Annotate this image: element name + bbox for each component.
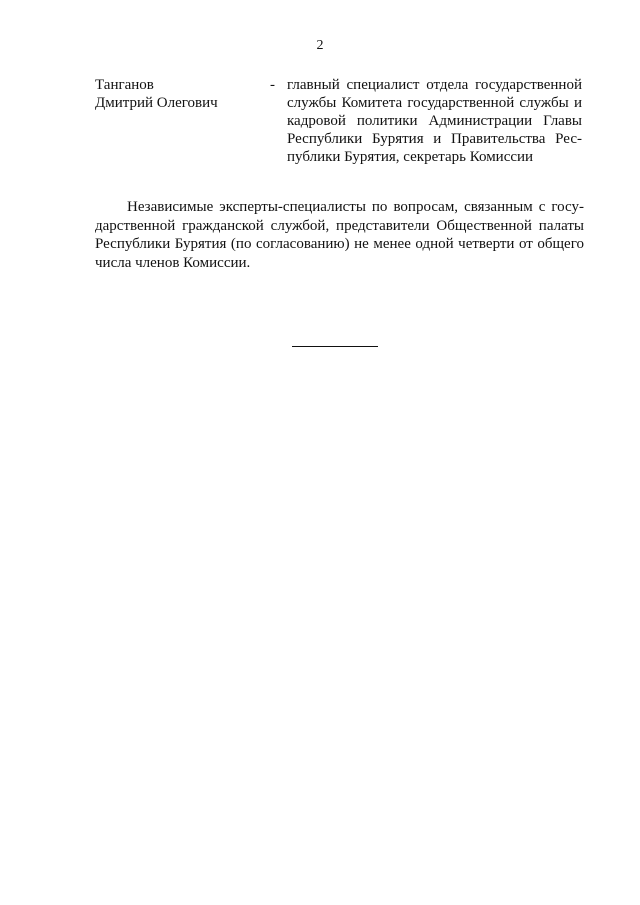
member-role-line: главный специалист отдела государственной — [287, 77, 582, 93]
independent-experts-paragraph — [95, 198, 584, 272]
member-role — [287, 76, 582, 166]
member-dash: - — [270, 77, 275, 93]
member-role-line: Республики Бурятия и Правительства Рес- — [287, 131, 582, 147]
page-number: 2 — [316, 38, 324, 53]
member-name — [95, 76, 265, 112]
end-of-document-rule — [292, 346, 378, 347]
paragraph-line: дарственной гражданской службой, представители Общественной палаты — [95, 217, 584, 234]
paragraph-line: числа членов Комиссии. — [95, 254, 251, 271]
member-surname: Танганов — [95, 77, 154, 93]
member-role-line: службы Комитета государственной службы и — [287, 95, 582, 111]
paragraph-line: Независимые эксперты-специалисты по вопросам, связанным с госу- — [127, 199, 584, 215]
paragraph-line: Республики Бурятия (по согласованию) не менее одной четверти от общего — [95, 236, 584, 252]
member-role-line: публики Бурятия, секретарь Комиссии — [287, 149, 534, 165]
member-given-names: Дмитрий Олегович — [95, 95, 218, 111]
member-role-line: кадровой политики Администрации Главы — [287, 113, 582, 129]
